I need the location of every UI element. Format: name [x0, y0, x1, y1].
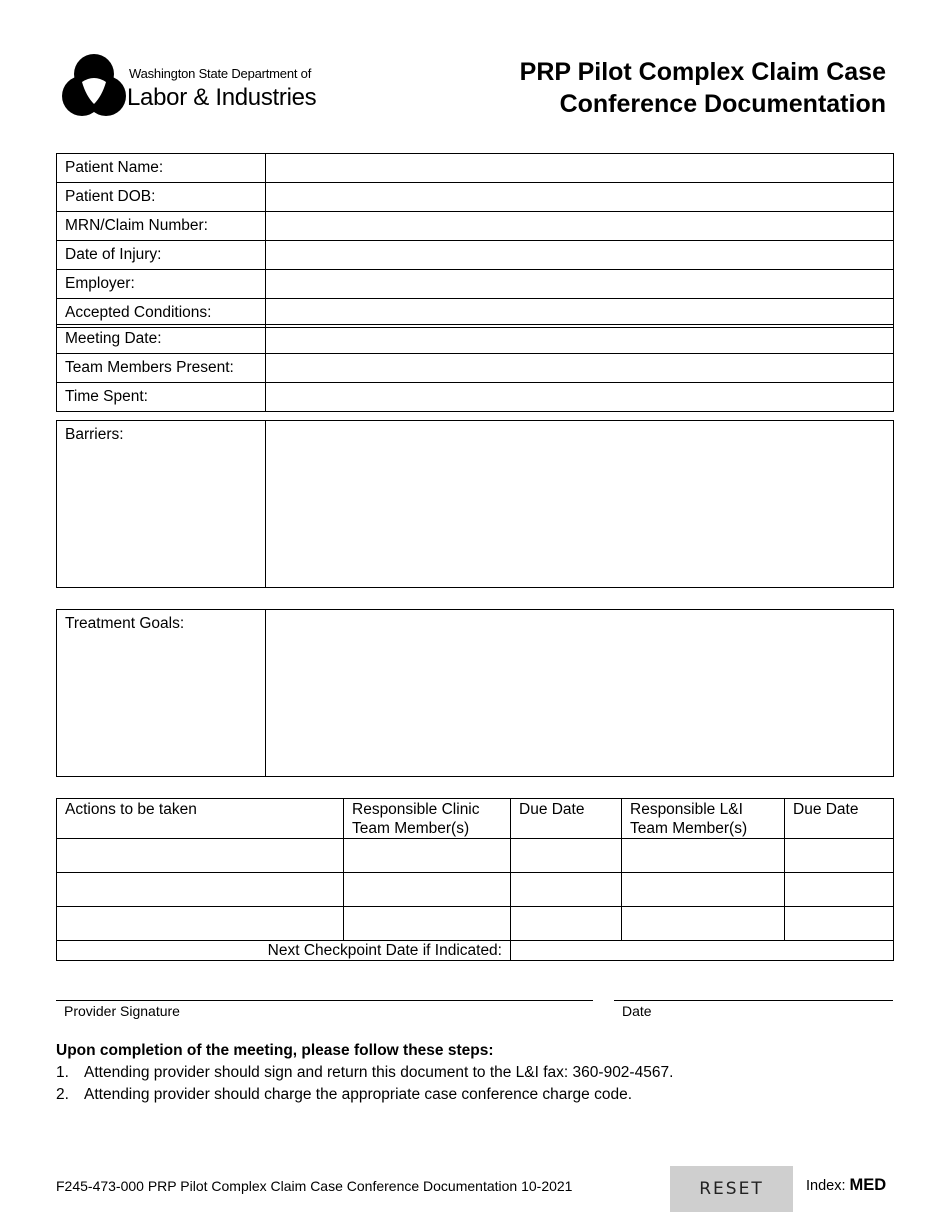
table-row: [57, 839, 894, 873]
claim-number-field[interactable]: [266, 212, 894, 241]
patient-dob-field[interactable]: [266, 183, 894, 212]
li-due-date-header: Due Date: [785, 799, 894, 839]
actions-header: Actions to be taken: [57, 799, 344, 839]
action-cell[interactable]: [57, 839, 344, 873]
li-due-date-cell[interactable]: [785, 839, 894, 873]
title-line-2: Conference Documentation: [559, 90, 886, 118]
index-label: Index:: [806, 1178, 846, 1194]
logo-emblem-icon: [62, 52, 126, 118]
time-spent-field[interactable]: [266, 383, 894, 412]
step-number: 1.: [56, 1064, 69, 1081]
injury-date-label: Date of Injury:: [57, 241, 266, 270]
table-row: [57, 873, 894, 907]
barriers-label: Barriers:: [57, 421, 266, 588]
table-row: [57, 907, 894, 941]
clinic-member-cell[interactable]: [344, 907, 511, 941]
checkpoint-date-field[interactable]: [511, 941, 894, 961]
logo-department-name: Labor & Industries: [127, 84, 317, 111]
patient-dob-row: [57, 183, 894, 212]
barriers-field[interactable]: [266, 421, 894, 588]
time-spent-row: [57, 383, 894, 412]
signature-date-label: Date: [622, 1003, 652, 1019]
claim-number-row: [57, 212, 894, 241]
treatment-goals-label: Treatment Goals:: [57, 610, 266, 777]
li-member-cell[interactable]: [622, 839, 785, 873]
time-spent-label: Time Spent:: [57, 383, 266, 412]
li-member-cell[interactable]: [622, 907, 785, 941]
title-line-1: PRP Pilot Complex Claim Case: [519, 58, 886, 86]
meeting-info-table: [56, 324, 894, 412]
list-item: [56, 1084, 673, 1106]
accepted-conditions-label: Accepted Conditions:: [57, 299, 266, 328]
patient-name-field[interactable]: [266, 154, 894, 183]
team-members-label: Team Members Present:: [57, 354, 266, 383]
action-cell[interactable]: [57, 907, 344, 941]
reset-button[interactable]: RESET: [670, 1166, 793, 1212]
index-value: MED: [849, 1176, 887, 1194]
patient-name-row: [57, 154, 894, 183]
step-text: Attending provider should charge the appropriate case conference charge code.: [84, 1086, 633, 1103]
meeting-date-label: Meeting Date:: [57, 325, 266, 354]
checkpoint-label: Next Checkpoint Date if Indicated:: [57, 941, 511, 961]
form-index: [806, 1176, 886, 1195]
list-item: [56, 1062, 673, 1084]
step-number: 2.: [56, 1086, 69, 1103]
injury-date-row: [57, 241, 894, 270]
clinic-due-date-cell[interactable]: [511, 907, 622, 941]
actions-table: [56, 798, 894, 961]
treatment-goals-table: [56, 609, 894, 777]
li-due-date-cell[interactable]: [785, 873, 894, 907]
barriers-table: [56, 420, 894, 588]
step-text: Attending provider should sign and return this document to the L&I fax: 360-902-4567.: [84, 1064, 674, 1081]
actions-header-row: [57, 799, 894, 839]
li-member-header: Responsible L&I Team Member(s): [622, 799, 785, 839]
li-due-date-cell[interactable]: [785, 907, 894, 941]
instructions: [56, 1040, 673, 1106]
team-members-field[interactable]: [266, 354, 894, 383]
clinic-member-cell[interactable]: [344, 839, 511, 873]
patient-name-label: Patient Name:: [57, 154, 266, 183]
provider-signature-label: Provider Signature: [64, 1003, 180, 1019]
signature-date-line[interactable]: [614, 1000, 893, 1001]
patient-dob-label: Patient DOB:: [57, 183, 266, 212]
meeting-date-field[interactable]: [266, 325, 894, 354]
page-title: [520, 56, 886, 120]
action-cell[interactable]: [57, 873, 344, 907]
clinic-due-date-header: Due Date: [511, 799, 622, 839]
meeting-date-row: [57, 325, 894, 354]
form-id: F245-473-000 PRP Pilot Complex Claim Case Conference Documentation 10-2021: [56, 1178, 573, 1194]
provider-signature-line[interactable]: [56, 1000, 593, 1001]
checkpoint-row: [57, 941, 894, 961]
clinic-member-header: Responsible Clinic Team Member(s): [344, 799, 511, 839]
clinic-due-date-cell[interactable]: [511, 839, 622, 873]
injury-date-field[interactable]: [266, 241, 894, 270]
instructions-heading: Upon completion of the meeting, please follow these steps:: [56, 1042, 494, 1059]
clinic-due-date-cell[interactable]: [511, 873, 622, 907]
employer-field[interactable]: [266, 270, 894, 299]
logo-agency-line: Washington State Department of: [129, 66, 312, 81]
li-member-cell[interactable]: [622, 873, 785, 907]
patient-info-table: [56, 153, 894, 328]
claim-number-label: MRN/Claim Number:: [57, 212, 266, 241]
clinic-member-cell[interactable]: [344, 873, 511, 907]
treatment-goals-field[interactable]: [266, 610, 894, 777]
employer-label: Employer:: [57, 270, 266, 299]
agency-logo: [62, 52, 332, 118]
employer-row: [57, 270, 894, 299]
team-members-row: [57, 354, 894, 383]
